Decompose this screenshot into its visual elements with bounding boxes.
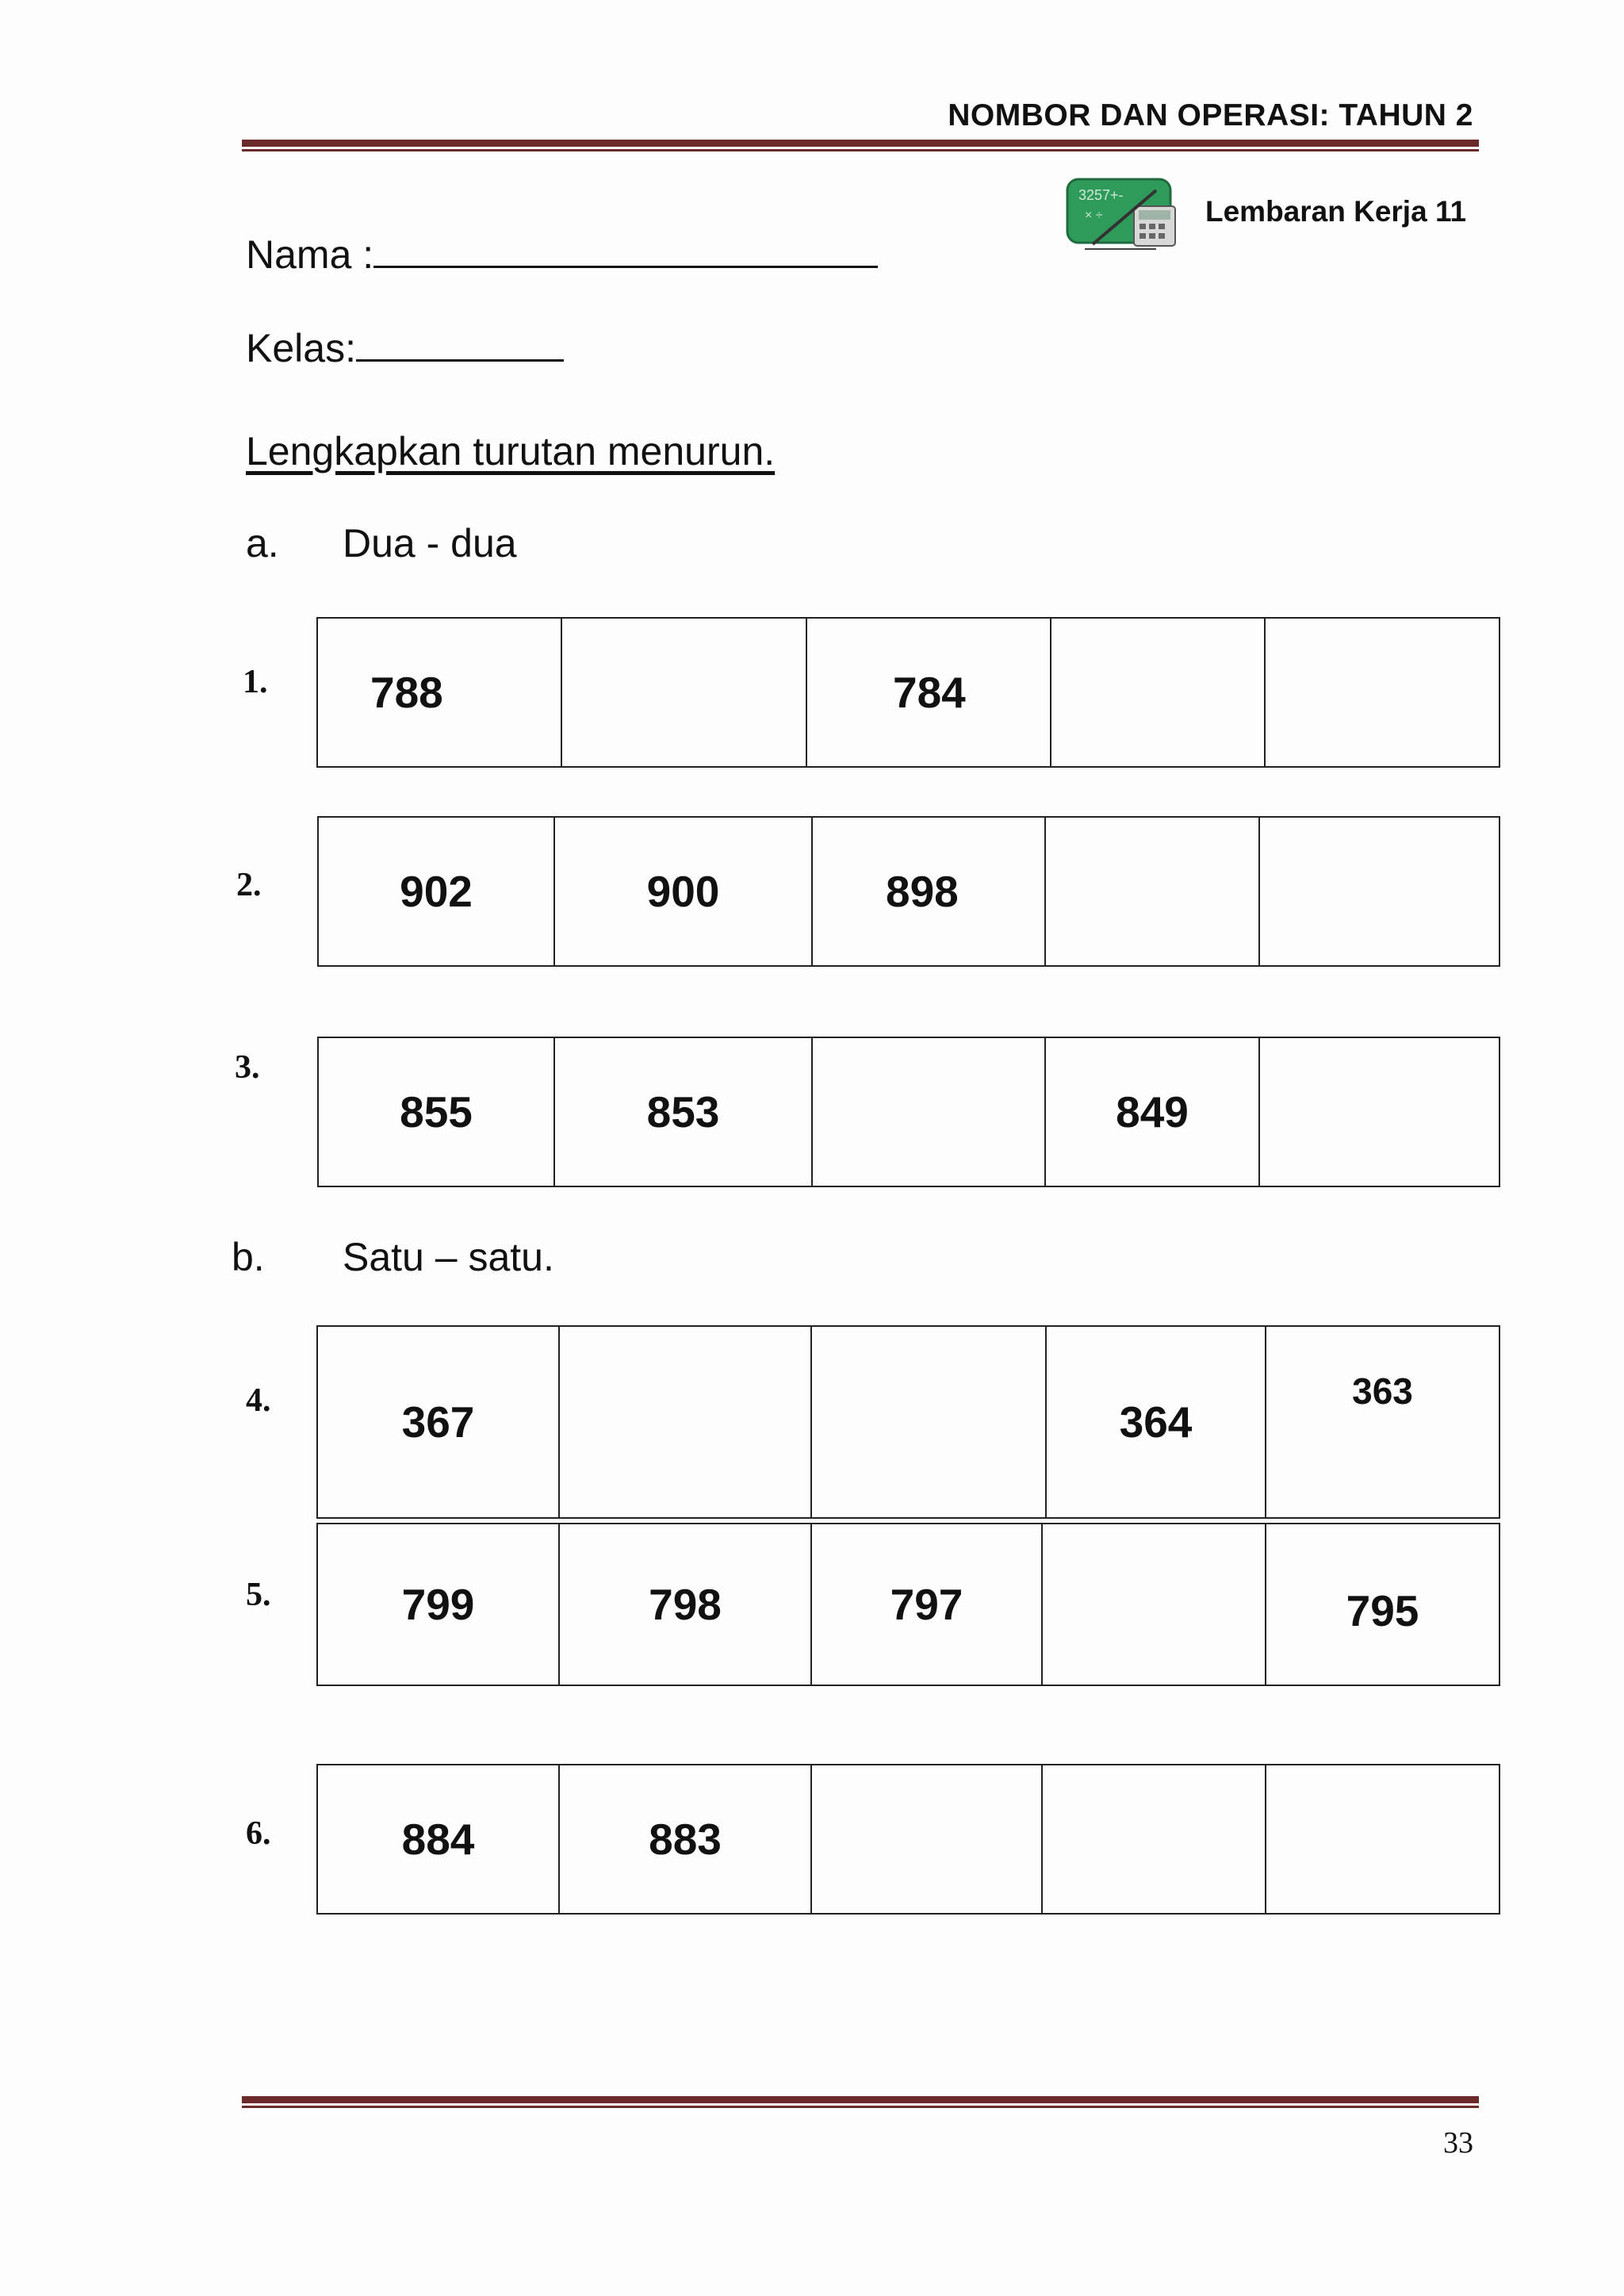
table-row bbox=[317, 1765, 1500, 1914]
sequence-cell: 795 bbox=[1266, 1524, 1500, 1685]
sequence-blank-cell[interactable] bbox=[1042, 1524, 1266, 1685]
section-a-title: Dua - dua bbox=[343, 521, 517, 565]
table-row bbox=[317, 1524, 1500, 1685]
sequence-cell: 853 bbox=[554, 1037, 812, 1186]
class-input-line[interactable] bbox=[356, 358, 564, 362]
sequence-row-6 bbox=[316, 1764, 1500, 1915]
table-row bbox=[318, 1037, 1500, 1186]
table-row bbox=[317, 1326, 1500, 1518]
sequence-cell: 784 bbox=[806, 618, 1051, 767]
page-number: 33 bbox=[1443, 2126, 1473, 2160]
header-title: NOMBOR DAN OPERASI: TAHUN 2 bbox=[948, 98, 1473, 132]
worksheet-label: Lembaran Kerja 11 bbox=[1205, 195, 1467, 228]
sequence-blank-cell[interactable] bbox=[811, 1765, 1042, 1914]
sequence-cell: 363 bbox=[1266, 1326, 1500, 1518]
sequence-cell: 884 bbox=[317, 1765, 559, 1914]
row-number: 1. bbox=[243, 664, 268, 700]
sequence-cell: 788 bbox=[317, 618, 561, 767]
sequence-cell: 900 bbox=[554, 817, 812, 966]
row-number: 5. bbox=[246, 1577, 271, 1613]
table-row bbox=[318, 817, 1500, 966]
row-number: 2. bbox=[236, 867, 262, 903]
sequence-blank-cell[interactable] bbox=[1045, 817, 1259, 966]
sequence-blank-cell[interactable] bbox=[559, 1326, 811, 1518]
sequence-blank-cell[interactable] bbox=[1259, 817, 1500, 966]
sequence-cell: 797 bbox=[811, 1524, 1042, 1685]
sequence-row-5 bbox=[316, 1523, 1500, 1686]
sequence-blank-cell[interactable] bbox=[811, 1326, 1046, 1518]
name-label: Nama : bbox=[246, 232, 374, 277]
header-rule bbox=[242, 140, 1479, 151]
sequence-cell: 898 bbox=[812, 817, 1045, 966]
sequence-cell: 855 bbox=[318, 1037, 554, 1186]
sequence-blank-cell[interactable] bbox=[1266, 1765, 1500, 1914]
sequence-blank-cell[interactable] bbox=[1042, 1765, 1266, 1914]
name-field bbox=[246, 232, 878, 278]
table-row bbox=[317, 618, 1500, 767]
sequence-blank-cell[interactable] bbox=[1265, 618, 1500, 767]
sequence-cell: 883 bbox=[559, 1765, 811, 1914]
sequence-cell: 849 bbox=[1045, 1037, 1259, 1186]
sequence-cell: 367 bbox=[317, 1326, 559, 1518]
row-number: 6. bbox=[246, 1815, 271, 1852]
sequence-blank-cell[interactable] bbox=[561, 618, 806, 767]
name-input-line[interactable] bbox=[373, 265, 878, 268]
section-a-letter: a. bbox=[246, 521, 279, 565]
instruction: Lengkapkan turutan menurun. bbox=[246, 429, 776, 473]
calculator-icon bbox=[1061, 174, 1188, 254]
sequence-blank-cell[interactable] bbox=[1259, 1037, 1500, 1186]
section-b-title: Satu – satu. bbox=[343, 1235, 554, 1279]
section-b-letter: b. bbox=[232, 1235, 265, 1279]
sequence-row-4 bbox=[316, 1325, 1500, 1519]
footer-rule bbox=[242, 2096, 1479, 2108]
class-label: Kelas: bbox=[246, 326, 356, 370]
row-number: 3. bbox=[235, 1049, 260, 1086]
sequence-cell: 364 bbox=[1046, 1326, 1266, 1518]
sequence-row-3 bbox=[317, 1037, 1500, 1187]
sequence-cell: 902 bbox=[318, 817, 554, 966]
sequence-cell: 799 bbox=[317, 1524, 559, 1685]
svg-text:× ÷: × ÷ bbox=[1085, 209, 1103, 222]
row-number: 4. bbox=[246, 1382, 271, 1419]
svg-text:3257+-: 3257+- bbox=[1078, 187, 1124, 203]
sequence-blank-cell[interactable] bbox=[1051, 618, 1265, 767]
class-field bbox=[246, 325, 564, 371]
sequence-blank-cell[interactable] bbox=[812, 1037, 1045, 1186]
sequence-cell: 798 bbox=[559, 1524, 811, 1685]
sequence-row-1 bbox=[316, 617, 1500, 768]
sequence-row-2 bbox=[317, 816, 1500, 967]
